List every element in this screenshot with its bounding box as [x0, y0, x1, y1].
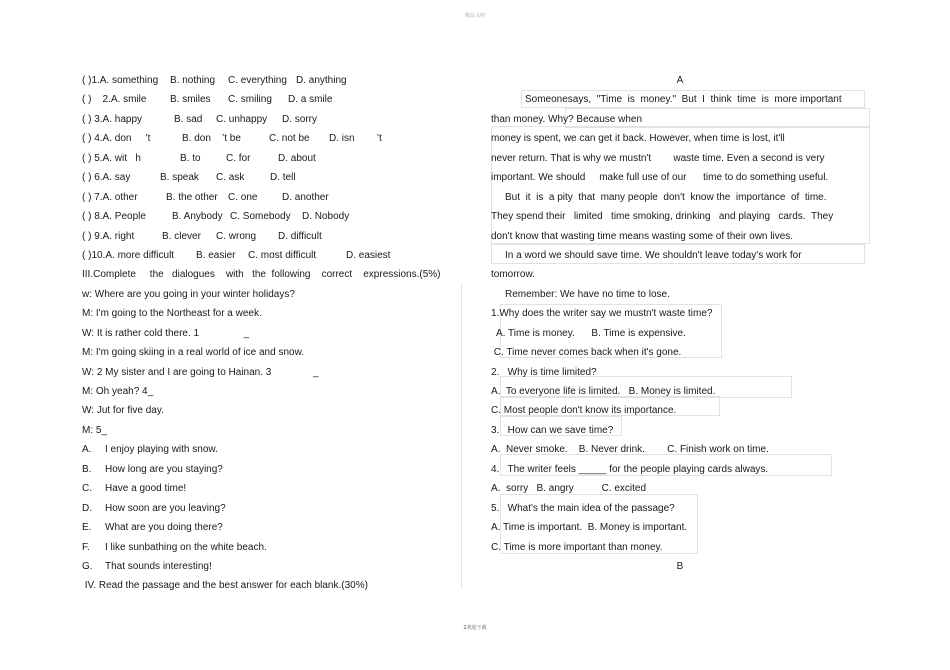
question-line: C. Most people don't know its importance.: [491, 405, 677, 417]
question-line: 4. The writer feels _____ for the people playing cards always.: [491, 463, 769, 475]
mc-question: ( )1.A. something B. nothing C. everything D. anything: [82, 75, 347, 86]
page-header: 精品文档: [464, 13, 485, 19]
mc-question: ( )10.A. more difficult B. easier C. most difficult D. easiest: [82, 249, 391, 261]
dialogue-line: M: I'm going to the Northeast for a week.: [82, 308, 262, 320]
question-line: A. sorry B. angry C. excited: [491, 483, 647, 495]
page-footer: 2欢迎下载: [463, 625, 487, 631]
mc-question: ( ) 7.A. other B. the other C. one D. another: [82, 191, 329, 203]
passage-line: Someonesays, "Time is money." But I think time is more important: [525, 94, 842, 106]
section-heading-3: III.Complete the dialogues with the following correct expressions.(5%): [82, 269, 441, 281]
question-line: A. Time is important. B. Money is important.: [491, 522, 688, 534]
dialogue-line: W: 2 My sister and I are going to Hainan. 3 _: [82, 366, 319, 378]
dialogue-line: W: It is rather cold there. 1 _: [82, 327, 250, 339]
question-line: A. Never smoke. B. Never drink. C. Finish work on time.: [491, 444, 769, 456]
passage-heading-b: B: [676, 560, 684, 572]
right-column: [491, 71, 869, 576]
question-line: A. Time is money. B. Time is expensive.: [491, 327, 686, 339]
passage-heading-a: A: [676, 75, 684, 86]
passage-line: Remember: We have no time to lose.: [505, 288, 670, 300]
passage-line: than money. Why? Because when: [491, 113, 643, 125]
mc-question: ( ) 4.A. don ’t B. don ’t be C. not be D. isn ’t: [82, 133, 382, 145]
question-line: C. Time never comes back when it's gone.: [491, 347, 682, 359]
mc-question: ( ) 2.A. smile B. smiles C. smiling D. a smile: [82, 94, 333, 106]
mc-question: ( ) 6.A. say B. speak C. ask D. tell: [82, 172, 296, 184]
option-item: D. How soon are you leaving?: [82, 502, 226, 514]
passage-line: money is spent, we can get it back. However, when time is lost, it'll: [491, 133, 785, 145]
passage-line: In a word we should save time. We shouldn't leave today's work for: [505, 249, 802, 261]
mc-question: ( ) 9.A. right B. clever C. wrong D. difficult: [82, 230, 322, 242]
mc-question: ( ) 8.A. People B. Anybody C. Somebody D. Nobody: [82, 211, 350, 223]
passage-line: tomorrow.: [491, 269, 535, 281]
passage-line: don't know that wasting time means wasting some of their own lives.: [491, 230, 794, 242]
option-item: C. Have a good time!: [82, 483, 187, 495]
option-item: G. That sounds interesting!: [82, 560, 212, 572]
passage-line: never return. That is why we mustn't waste time. Even a second is very: [491, 152, 825, 164]
question-line: 2. Why is time limited?: [491, 366, 597, 378]
question-line: 3. How can we save time?: [491, 424, 614, 436]
question-line: 1.Why does the writer say we mustn't waste time?: [491, 308, 713, 320]
dialogue-line: W: Jut for five day.: [82, 405, 164, 417]
passage-line: important. We should make full use of our time to do something useful.: [491, 172, 829, 184]
dialogue-line: M: I'm going skiing in a real world of ice and snow.: [82, 347, 305, 359]
mc-question: ( ) 3.A. happy B. sad C. unhappy D. sorry: [82, 113, 317, 125]
question-line: 5. What's the main idea of the passage?: [491, 502, 675, 514]
option-item: B. How long are you staying?: [82, 463, 223, 475]
option-item: F. I like sunbathing on the white beach.: [82, 541, 267, 553]
dialogue-line: M: 5_: [82, 424, 108, 436]
left-column: [82, 71, 467, 596]
dialogue-line: M: Oh yeah? 4_: [82, 386, 154, 397]
question-line: A. To everyone life is limited. B. Money is limited.: [491, 386, 716, 397]
passage-line: But it is a pity that many people don't know the importance of time.: [505, 191, 827, 203]
option-item: A. I enjoy playing with snow.: [82, 444, 218, 456]
passage-line: They spend their limited time smoking, drinking and playing cards. They: [491, 211, 834, 223]
mc-question: ( ) 5.A. wit h B. to C. for D. about: [82, 152, 316, 164]
question-line: C. Time is more important than money.: [491, 541, 663, 553]
dialogue-line: w: Where are you going in your winter holidays?: [82, 288, 295, 300]
section-heading-4: IV. Read the passage and the best answer for each blank.(30%): [82, 580, 368, 592]
option-item: E. What are you doing there?: [82, 522, 223, 534]
